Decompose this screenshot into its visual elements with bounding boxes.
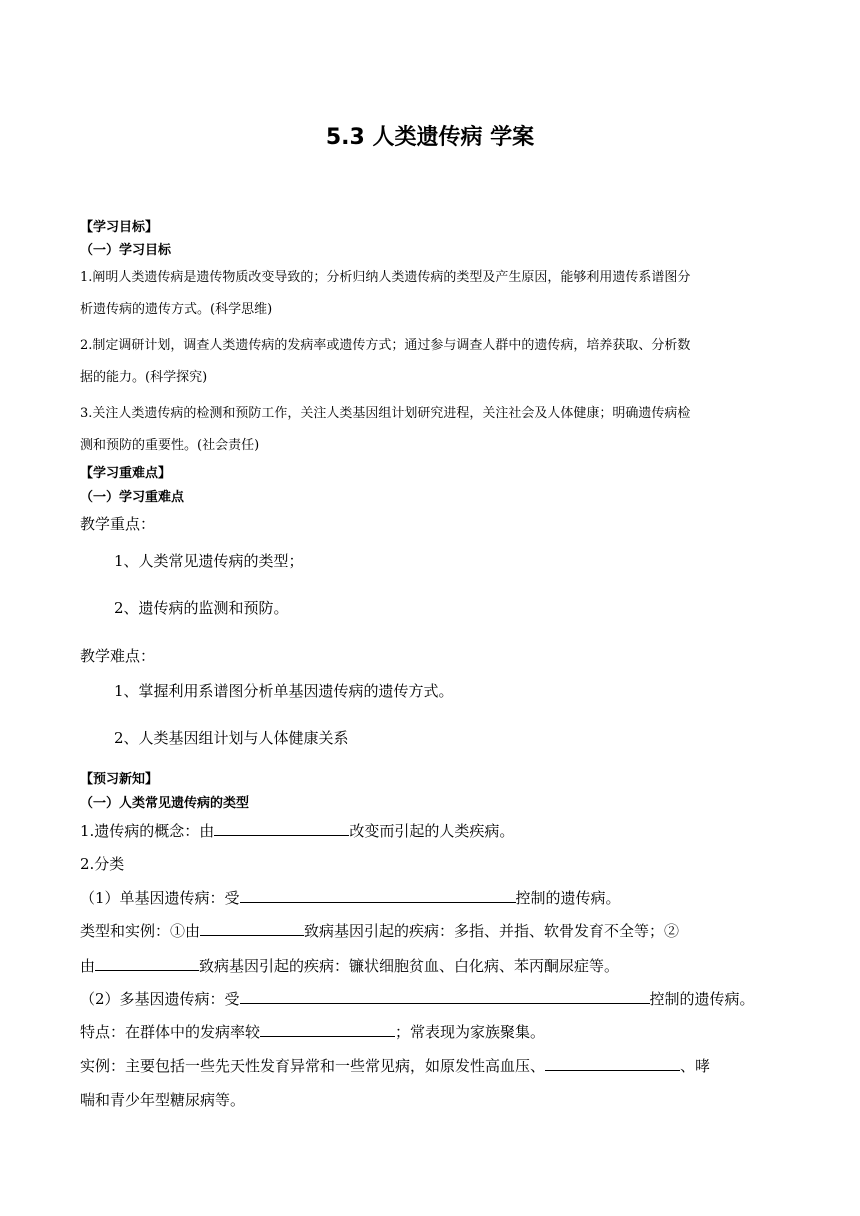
- page-title: 5.3 人类遗传病 学案: [325, 125, 535, 150]
- question-8-prefix: 实例：主要包括一些先天性发育异常和一些常见病，如原发性高血压、: [80, 1057, 546, 1075]
- answer-blank[interactable]: [200, 920, 304, 936]
- question-7-prefix: 特点：在群体中的发病率较: [80, 1023, 261, 1041]
- question-7: [80, 1021, 545, 1042]
- question-5: [80, 955, 619, 976]
- focus-label: 教学重点：: [80, 515, 156, 533]
- answer-blank[interactable]: [260, 1021, 395, 1037]
- question-3-suffix: 控制的遗传病。: [515, 889, 621, 907]
- answer-blank[interactable]: [240, 988, 650, 1004]
- question-1-suffix: 改变而引起的人类疾病。: [349, 822, 515, 840]
- preview-heading: 【预习新知】: [80, 772, 159, 787]
- goal-3-line-2: 测和预防的重要性。(社会责任): [80, 438, 260, 453]
- question-4: [80, 920, 679, 941]
- answer-blank[interactable]: [240, 887, 516, 903]
- question-8: [80, 1055, 710, 1076]
- question-1: [80, 820, 514, 841]
- answer-blank[interactable]: [545, 1055, 680, 1071]
- question-5-prefix: 由: [80, 957, 96, 975]
- question-8-continued: 喘和青少年型糖尿病等。: [80, 1091, 246, 1109]
- key-points-heading: 【学习重难点】: [80, 466, 172, 481]
- question-7-suffix: ；常表现为家族聚集。: [395, 1023, 546, 1041]
- goal-2-line-1: 2.制定调研计划，调查人类遗传病的发病率或遗传方式；通过参与调查人群中的遗传病，培养获取、分析数: [80, 338, 691, 353]
- question-4-suffix: 致病基因引起的疾病：多指、并指、软骨发育不全等；②: [304, 922, 680, 940]
- focus-item-1: 1、人类常见遗传病的类型；: [114, 552, 304, 570]
- focus-item-2: 2、遗传病的监测和预防。: [114, 599, 289, 617]
- answer-blank[interactable]: [214, 820, 349, 836]
- question-4-prefix: 类型和实例：①由: [80, 922, 201, 940]
- goal-1-line-1: 1.阐明人类遗传病是遗传物质改变导致的；分析归纳人类遗传病的类型及产生原因，能够利用遗传系谱图分: [80, 270, 691, 285]
- question-6-prefix: （2）多基因遗传病：受: [80, 990, 240, 1008]
- preview-subheading: （一）人类常见遗传病的类型: [80, 796, 250, 811]
- question-2: 2.分类: [80, 855, 125, 873]
- question-6: [80, 988, 755, 1009]
- question-6-suffix: 控制的遗传病。: [649, 990, 755, 1008]
- difficulty-item-1: 1、掌握利用系谱图分析单基因遗传病的遗传方式。: [114, 682, 454, 700]
- difficulty-label: 教学难点：: [80, 647, 156, 665]
- question-1-prefix: 1.遗传病的概念：由: [80, 822, 215, 840]
- goal-1-line-2: 析遗传病的遗传方式。(科学思维): [80, 302, 273, 317]
- goal-3-line-1: 3.关注人类遗传病的检测和预防工作，关注人类基因组计划研究进程，关注社会及人体健康；明确遗传病检: [80, 406, 691, 421]
- goals-heading: 【学习目标】: [80, 220, 159, 235]
- question-8-suffix: 、哮: [680, 1057, 711, 1075]
- question-5-suffix: 致病基因引起的疾病：镰状细胞贫血、白化病、苯丙酮尿症等。: [199, 957, 620, 975]
- key-points-subheading: （一）学习重难点: [80, 490, 185, 505]
- answer-blank[interactable]: [95, 955, 199, 971]
- question-3-prefix: （1）单基因遗传病：受: [80, 889, 240, 907]
- goal-2-line-2: 据的能力。(科学探究): [80, 370, 208, 385]
- question-3: [80, 887, 621, 908]
- difficulty-item-2: 2、人类基因组计划与人体健康关系: [114, 729, 349, 747]
- goals-subheading: （一）学习目标: [80, 243, 172, 258]
